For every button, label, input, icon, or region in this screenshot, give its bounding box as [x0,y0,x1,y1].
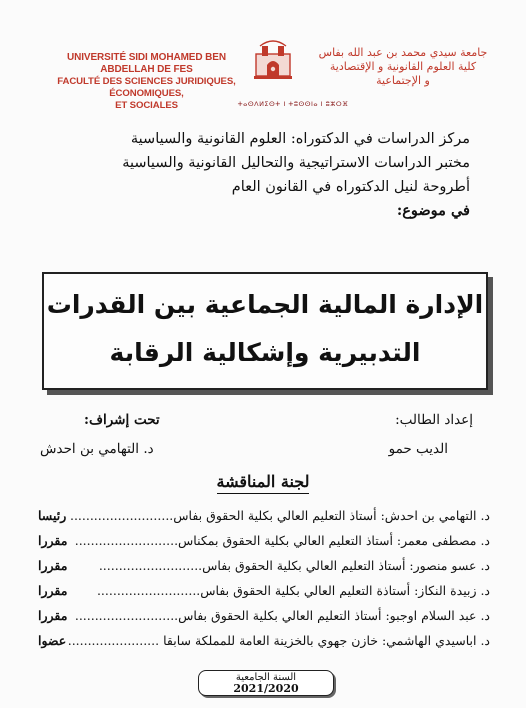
member-description: د. التهامي بن احدش: أستاذ التعليم العالي بكلية الحقوق بفاس.......................... [69,508,490,523]
committee-member [38,581,490,606]
faculty-name-fr-line1: FACULTÉ DES SCIENCES JURIDIQUES, ÉCONOMIQUES, [57,76,236,99]
laboratory-line: مختبر الدراسات الاستراتيجية والتحاليل القانونية والسياسية [122,155,470,171]
academic-year-label: السنة الجامعية [235,672,297,683]
faculty-name-tifinagh: ⵜⴰⵙⴷⵍⵉⵙⵜ ⵏ ⵜⵓⵙⵙⵏⴰ ⵏ ⵓⵣⵔⴼ [237,100,349,108]
member-role: مقررا [38,533,68,548]
committee-member [38,631,490,656]
subject-label: في موضوع: [396,202,470,219]
member-role: عضوا [38,633,67,648]
committee-title: لجنة المناقشة [217,472,310,494]
student-name: الديب حمو [388,441,448,457]
doctoral-center-line: مركز الدراسات في الدكتوراه: العلوم القانونية والسياسية [130,131,470,147]
committee-member [38,556,490,581]
supervisor-name: د. التهامي بن احدش [40,441,154,457]
university-header [0,38,526,118]
committee-member [38,506,490,531]
thesis-title-line2: التدبيرية وإشكالية الرقابة [109,338,421,367]
faculty-name-ar-line1: كلية العلوم القانونية و الإقتصادية [329,60,477,73]
committee-members-list [38,506,490,656]
faculty-name-ar-line2: و الإجتماعية [376,74,430,87]
university-name-ar: جامعة سيدي محمد بن عبد الله بفاس [318,46,488,59]
member-description: د. اباسيدي الهاشمي: خازن جهوي بالخزينة العامة للمملكة سابقا ....................... [67,633,490,648]
student-label: إعداد الطالب: [395,412,473,428]
university-name-fr: UNIVERSITÉ SIDI MOHAMED BEN ABDELLAH DE FES [67,52,226,75]
member-description: د. عسو منصور: أستاذ التعليم العالي بكلية الحقوق بفاس.......................... [98,558,490,573]
academic-year-value: 2021/2020 [233,682,299,695]
academic-year-box [198,670,334,696]
thesis-intro [40,127,470,223]
university-name-french [44,52,249,112]
faculty-name-fr-line2: ET SOCIALES [115,100,178,111]
member-role: مقررا [38,608,68,623]
thesis-purpose-line: أطروحة لنيل الدكتوراه في القانون العام [231,179,470,195]
university-name-arabic [318,46,488,88]
member-description: د. مصطفى معمر: أستاذ التعليم العالي بكلية الحقوق بمكناس.......................... [74,533,490,548]
member-role: مقررا [38,583,68,598]
member-description: د. زبيدة النكاز: أستاذة التعليم العالي بكلية الحقوق بفاس.......................... [96,583,490,598]
committee-member [38,606,490,631]
member-role: رئيسا [38,508,67,523]
thesis-title-line1: الإدارة المالية الجماعية بين القدرات [46,290,484,319]
committee-member [38,531,490,556]
supervisor-label: تحت إشراف: [84,412,160,428]
member-description: د. عبد السلام اوجبو: أستاذ التعليم العالي بكلية الحقوق بفاس.......................... [74,608,490,623]
committee-heading [0,472,526,491]
university-emblem-icon [252,38,294,84]
thesis-title-box [42,272,488,390]
member-role: مقررا [38,558,68,573]
